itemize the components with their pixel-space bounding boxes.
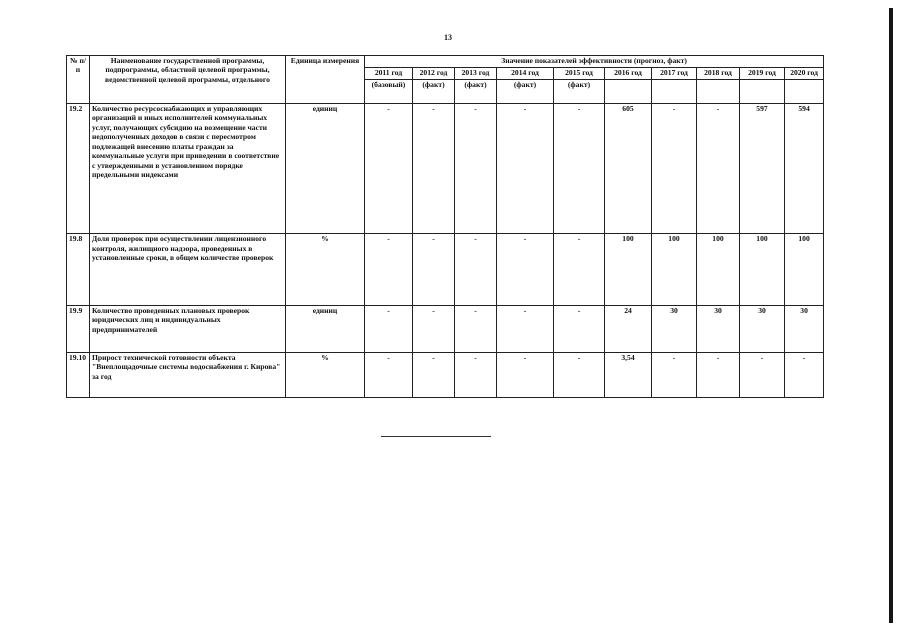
indicator-value: - [497,352,554,397]
indicator-name: Доля проверок при осуществлении лицензионного контроля, жилищного надзора, проведенных в установленные сроки, в общем количестве проверок [90,234,286,305]
indicator-value: 30 [697,305,740,352]
header-year-note: (факт) [497,80,554,104]
header-year: 2015 год [554,68,605,80]
unit-of-measure: % [286,352,365,397]
header-name: Наименование государственной программы, подпрограммы, областной целевой программы, ведомственной целевой программы, отдельного [90,56,286,104]
indicator-value: 100 [785,234,824,305]
indicator-value: - [365,305,413,352]
indicator-value: - [740,352,785,397]
indicator-value: - [365,104,413,234]
indicator-value: - [785,352,824,397]
header-year-note [785,80,824,104]
indicator-value: - [652,104,697,234]
indicator-name: Количество проведенных плановых проверок юридических лиц и индивидуальных предпринимателей [90,305,286,352]
indicator-value: - [413,352,455,397]
header-year: 2020 год [785,68,824,80]
indicator-value: - [413,234,455,305]
header-year-note: (факт) [455,80,497,104]
unit-of-measure: единиц [286,104,365,234]
header-year-note: (базовый) [365,80,413,104]
indicator-value: 597 [740,104,785,234]
indicator-value: - [697,352,740,397]
indicator-value: 24 [605,305,652,352]
header-year-note [605,80,652,104]
row-number: 19.10 [67,352,90,397]
indicator-value: - [365,234,413,305]
header-year-note [697,80,740,104]
indicator-value: 30 [652,305,697,352]
table-row [67,352,824,397]
indicator-value: - [413,305,455,352]
indicator-value: - [497,305,554,352]
header-year: 2017 год [652,68,697,80]
indicator-value: 594 [785,104,824,234]
indicator-value: 100 [697,234,740,305]
page-number: 13 [444,33,452,42]
indicator-value: 30 [740,305,785,352]
header-year: 2012 год [413,68,455,80]
indicator-value: 605 [605,104,652,234]
row-number: 19.2 [67,104,90,234]
scan-edge-bar [889,8,893,623]
table-body [67,104,824,398]
indicator-value: 30 [785,305,824,352]
header-year: 2013 год [455,68,497,80]
header-year: 2019 год [740,68,785,80]
indicator-value: - [365,352,413,397]
indicator-value: - [652,352,697,397]
table-row [67,104,824,234]
indicator-value: 100 [652,234,697,305]
table-header [67,56,824,104]
indicator-value: 3,54 [605,352,652,397]
indicator-value: - [413,104,455,234]
header-year-note [652,80,697,104]
header-year-note: (факт) [554,80,605,104]
table-row [67,234,824,305]
header-values-group: Значение показателей эффективности (прогноз, факт) [365,56,824,68]
footer-divider [381,436,491,437]
row-number: 19.8 [67,234,90,305]
row-number: 19.9 [67,305,90,352]
indicator-value: - [497,234,554,305]
indicator-value: - [455,305,497,352]
indicator-value: - [497,104,554,234]
unit-of-measure: % [286,234,365,305]
indicator-name: Количество ресурсоснабжающих и управляющих организаций и иных исполнителей коммунальных услуг, получающих субсидию на возмещение части недополученных доходов в связи с пересмотром подлежащей внесению платы граждан за коммунальные услуги при приведении в соответствие с утвержденными в установленном порядке предельными индексами [90,104,286,234]
header-year: 2011 год [365,68,413,80]
indicator-value: - [455,352,497,397]
indicator-value: 100 [740,234,785,305]
header-year: 2016 год [605,68,652,80]
indicator-value: - [455,234,497,305]
indicator-value: - [554,234,605,305]
indicator-name: Прирост технической готовности объекта "Внеплощадочные системы водоснабжения г. Кирова" за год [90,352,286,397]
indicator-value: - [455,104,497,234]
unit-of-measure: единиц [286,305,365,352]
header-unit: Единица измерения [286,56,365,104]
indicator-value: 100 [605,234,652,305]
header-year: 2014 год [497,68,554,80]
header-year-note: (факт) [413,80,455,104]
header-year: 2018 год [697,68,740,80]
header-num: № п/п [67,56,90,104]
indicator-value: - [554,104,605,234]
indicators-table [66,55,824,398]
table-row [67,305,824,352]
indicator-value: - [697,104,740,234]
indicator-value: - [554,305,605,352]
header-year-note [740,80,785,104]
indicator-value: - [554,352,605,397]
